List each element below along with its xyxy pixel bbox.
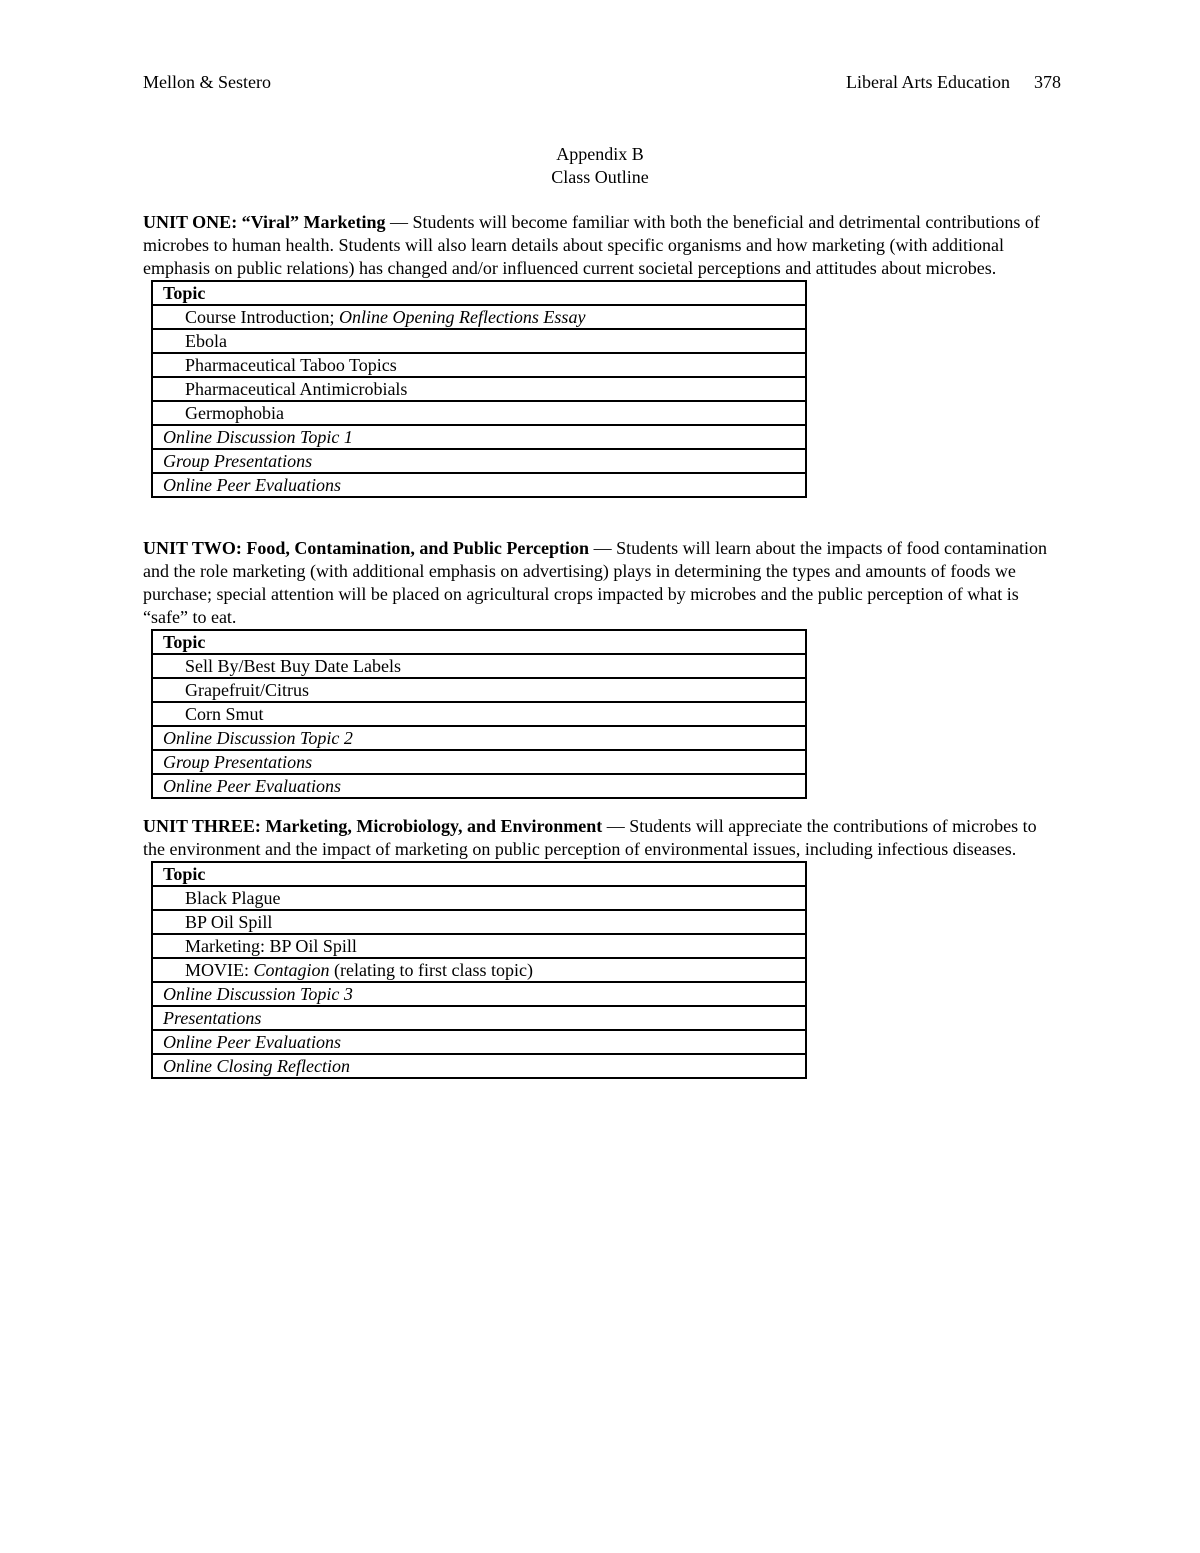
header-journal: Liberal Arts Education [846, 72, 1010, 92]
table-cell: Corn Smut [152, 702, 806, 726]
page-number: 378 [1034, 72, 1061, 92]
table-header-cell: Topic [152, 281, 806, 305]
table-row [152, 305, 806, 329]
table-cell: BP Oil Spill [152, 910, 806, 934]
unit-one-intro [143, 211, 1058, 280]
running-header [143, 72, 1061, 96]
table-header-row [152, 281, 806, 305]
table-header-row [152, 862, 806, 886]
cell-text-italic: Online Opening Reflections Essay [338, 307, 586, 327]
table-cell: Marketing: BP Oil Spill [152, 934, 806, 958]
table-row [152, 377, 806, 401]
table-row [152, 473, 806, 497]
header-authors: Mellon & Sestero [143, 72, 271, 92]
table-cell: Pharmaceutical Taboo Topics [152, 353, 806, 377]
unit-three-heading: UNIT THREE: Marketing, Microbiology, and Environment [143, 816, 603, 836]
table-cell: Ebola [152, 329, 806, 353]
unit-three [143, 815, 1058, 1079]
appendix-title-block [0, 143, 1200, 189]
table-cell: Germophobia [152, 401, 806, 425]
unit-two-topic-table [151, 629, 807, 799]
appendix-subtitle: Class Outline [551, 167, 649, 187]
table-cell: Online Peer Evaluations [152, 473, 806, 497]
cell-text: Course Introduction; [185, 307, 339, 327]
cell-text: MOVIE: [185, 960, 254, 980]
table-row [152, 1054, 806, 1078]
unit-two-heading: UNIT TWO: Food, Contamination, and Public Perception [143, 538, 590, 558]
table-row [152, 401, 806, 425]
table-cell: Black Plague [152, 886, 806, 910]
cell-text-italic: Contagion [253, 960, 330, 980]
table-row [152, 1006, 806, 1030]
table-row [152, 654, 806, 678]
table-cell: Online Discussion Topic 3 [152, 982, 806, 1006]
unit-three-topic-table [151, 861, 807, 1079]
table-row [152, 449, 806, 473]
unit-one [143, 211, 1058, 498]
unit-two-intro [143, 537, 1058, 629]
table-row [152, 726, 806, 750]
table-cell: Group Presentations [152, 750, 806, 774]
cell-text-suffix: (relating to first class topic) [329, 960, 533, 980]
appendix-title: Appendix B [556, 144, 644, 164]
table-row [152, 934, 806, 958]
table-cell: Presentations [152, 1006, 806, 1030]
table-cell: Sell By/Best Buy Date Labels [152, 654, 806, 678]
unit-one-description: — Students will become familiar with both the beneficial and detrimental contributions of microbes to human health. Students will also learn details about specific organisms and how marketing (with additional emphasis on public relations) has changed and/or influenced current societal perceptions and attitudes about microbes. [143, 212, 1040, 278]
table-cell [152, 958, 806, 982]
table-row [152, 329, 806, 353]
table-row [152, 353, 806, 377]
table-header-cell: Topic [152, 630, 806, 654]
table-row [152, 678, 806, 702]
table-row [152, 774, 806, 798]
table-header-row [152, 630, 806, 654]
table-row [152, 1030, 806, 1054]
table-row [152, 886, 806, 910]
unit-three-intro [143, 815, 1058, 861]
table-row [152, 910, 806, 934]
table-cell: Online Peer Evaluations [152, 774, 806, 798]
unit-one-topic-table [151, 280, 807, 498]
table-cell: Online Discussion Topic 1 [152, 425, 806, 449]
table-cell: Online Discussion Topic 2 [152, 726, 806, 750]
table-row [152, 958, 806, 982]
table-header-cell: Topic [152, 862, 806, 886]
unit-two [143, 537, 1058, 799]
header-right [846, 72, 1061, 93]
table-cell: Pharmaceutical Antimicrobials [152, 377, 806, 401]
table-cell: Grapefruit/Citrus [152, 678, 806, 702]
table-row [152, 425, 806, 449]
table-row [152, 702, 806, 726]
unit-three-description: — Students will appreciate the contributions of microbes to the environment and the impact of marketing on public perception of environmental issues, including infectious diseases. [143, 816, 1037, 859]
unit-two-description: — Students will learn about the impacts of food contamination and the role marketing (with additional emphasis on advertising) plays in determining the types and amounts of foods we purchase; special attention will be placed on agricultural crops impacted by microbes and the public perception of what is “safe” to eat. [143, 538, 1047, 627]
unit-one-heading: UNIT ONE: “Viral” Marketing [143, 212, 386, 232]
table-cell [152, 305, 806, 329]
table-cell: Online Peer Evaluations [152, 1030, 806, 1054]
table-cell: Group Presentations [152, 449, 806, 473]
table-cell: Online Closing Reflection [152, 1054, 806, 1078]
table-row [152, 750, 806, 774]
table-row [152, 982, 806, 1006]
